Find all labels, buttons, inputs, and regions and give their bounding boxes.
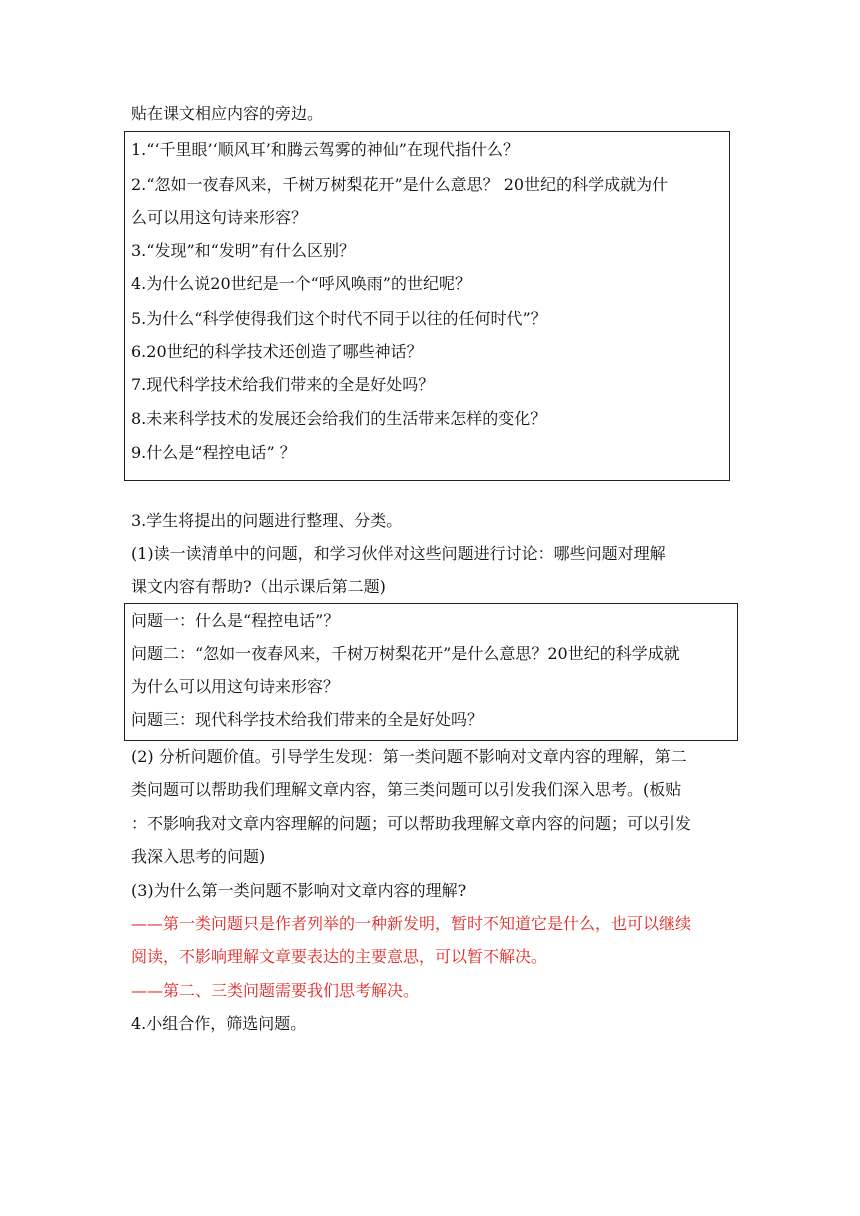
question-item: 7.现代科学技术给我们带来的全是好处吗？ xyxy=(131,375,435,394)
answer-red-line: 阅读，不影响理解文章要表达的主要意思，可以暂不解决。 xyxy=(131,947,548,966)
step3-2-line: 我深入思考的问题) xyxy=(131,847,266,866)
question-item: 1.“‘千里眼’‘顺风耳’和腾云驾雾的神仙”在现代指什么？ xyxy=(131,140,519,159)
question-item: 6.20世纪的科学技术还创造了哪些神话？ xyxy=(131,342,423,361)
step3-2-line: 类问题可以帮助我们理解文章内容，第三类问题可以引发我们深入思考。(板贴 xyxy=(131,780,682,799)
question-item: 2.“忽如一夜春风来，千树万树梨花开”是什么意思？ 20世纪的科学成就为什 xyxy=(131,175,669,194)
question-item: 4.为什么说20世纪是一个“呼风唤雨”的世纪呢？ xyxy=(131,274,471,293)
step3-2-line: ：不影响我对文章内容理解的问题；可以帮助我理解文章内容的问题；可以引发 xyxy=(131,814,692,833)
answer-red-line: ——第二、三类问题需要我们思考解决。 xyxy=(131,981,420,1000)
step3-1-line: (1)读一读清单中的问题，和学习伙伴对这些问题进行讨论：哪些问题对理解 xyxy=(131,544,666,563)
problem-item: 问题二：“忽如一夜春风来，千树万树梨花开”是什么意思？20世纪的科学成就 xyxy=(131,644,680,663)
question-item: 3.“发现”和“发明”有什么区别？ xyxy=(131,241,355,260)
step3-3-line: (3)为什么第一类问题不影响对文章内容的理解? xyxy=(131,881,467,900)
step3-2-line: (2) 分析问题价值。引导学生发现：第一类问题不影响对文章内容的理解，第二 xyxy=(131,747,687,766)
problem-item: 为什么可以用这句诗来形容？ xyxy=(131,677,340,696)
question-item: 么可以用这句诗来形容？ xyxy=(131,208,308,227)
question-item: 8.未来科学技术的发展还会给我们的生活带来怎样的变化？ xyxy=(131,409,547,428)
intro-line: 贴在课文相应内容的旁边。 xyxy=(131,104,324,123)
question-item: 9.什么是“程控电话” ？ xyxy=(131,443,296,462)
problem-item: 问题三：现代科学技术给我们带来的全是好处吗？ xyxy=(131,710,484,729)
step3-1-line: 课文内容有帮助?（出示课后第二题) xyxy=(131,577,386,596)
question-list-box xyxy=(124,131,730,481)
question-item: 5.为什么“科学使得我们这个时代不同于以往的任何时代”？ xyxy=(131,309,547,328)
problem-box xyxy=(124,603,738,741)
problem-item: 问题一：什么是“程控电话”？ xyxy=(131,611,340,630)
step3-title: 3.学生将提出的问题进行整理、分类。 xyxy=(131,511,403,530)
step4-line: 4.小组合作，筛选问题。 xyxy=(131,1014,307,1033)
answer-red-line: ——第一类问题只是作者列举的一种新发明，暂时不知道它是什么，也可以继续 xyxy=(131,914,692,933)
